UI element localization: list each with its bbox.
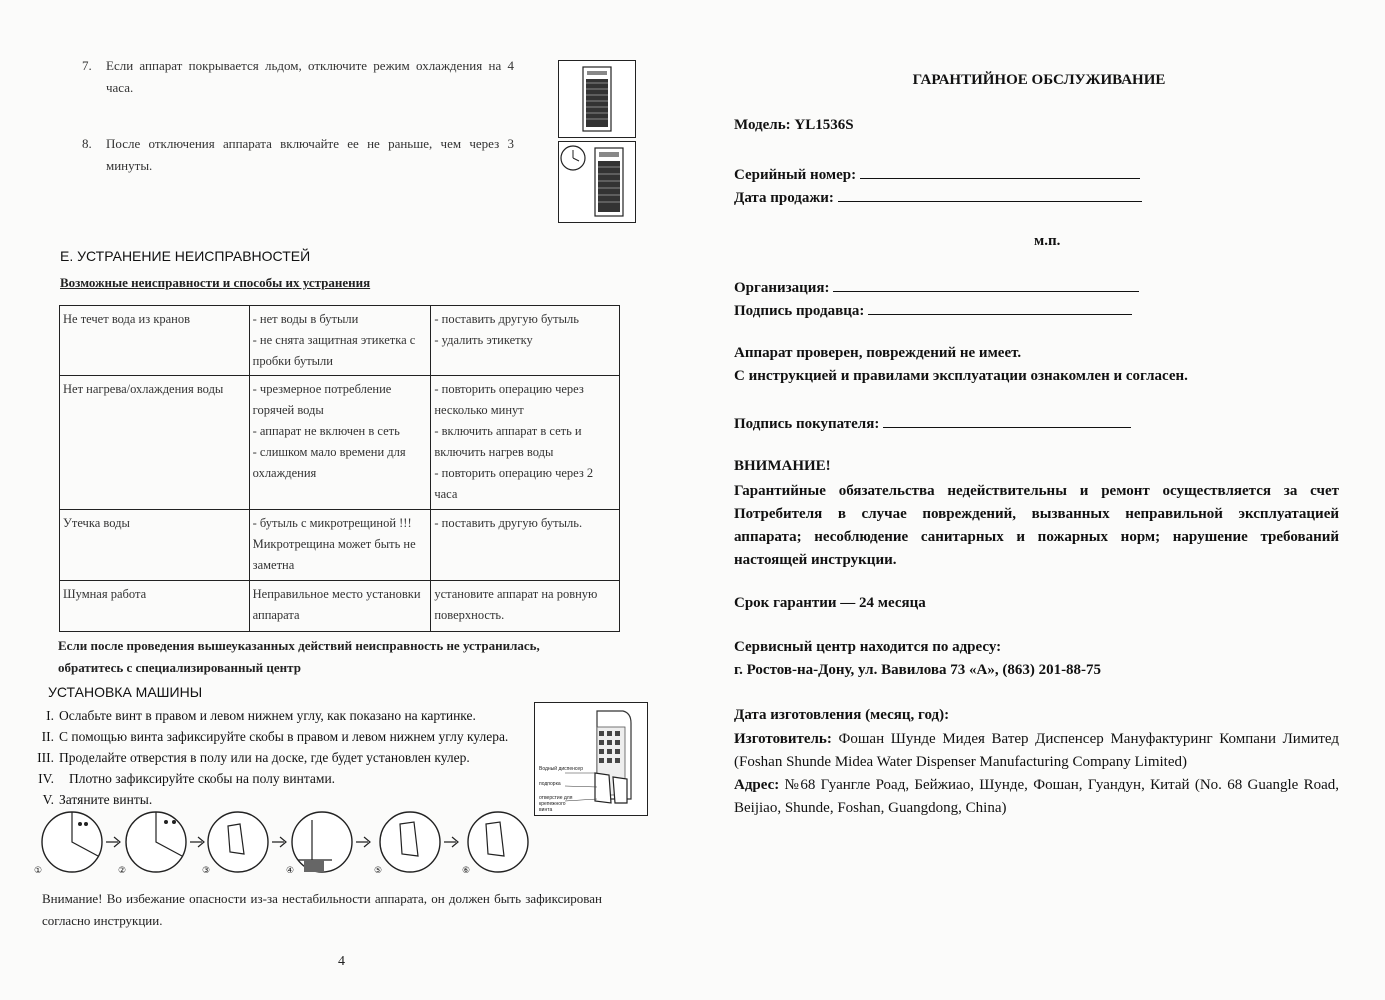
- cause-cell: [249, 376, 431, 510]
- cause-cell: [249, 510, 431, 581]
- install-steps: [0, 705, 540, 810]
- cause-cell: [249, 581, 431, 632]
- fix-cell: [431, 581, 620, 632]
- sale-date-label: Дата продажи:: [734, 190, 834, 206]
- install-step-sequence: [30, 810, 540, 882]
- step-text: Затяните винты.: [59, 792, 153, 807]
- buyer-sign-label: Подпись покупателя:: [734, 416, 880, 432]
- step-number: V.: [42, 792, 54, 807]
- serial-blank: [860, 163, 1140, 179]
- fix-cell: [431, 306, 620, 376]
- manufacturer-label: Изготовитель:: [734, 731, 832, 747]
- seller-sign-label: Подпись продавца:: [734, 303, 865, 319]
- fix-cell: [431, 376, 620, 510]
- install-step: [0, 747, 540, 768]
- sale-date-blank: [838, 186, 1142, 202]
- step-text: Плотно зафиксируйте скобы на полу винтами.: [69, 771, 336, 786]
- step-text: С помощью винта зафиксируйте скобы в правом и левом нижнем углу кулера.: [59, 729, 509, 744]
- seller-sign-field: [734, 299, 1132, 320]
- buyer-sign-blank: [883, 412, 1131, 428]
- install-step: [0, 789, 540, 810]
- step-marker-2: ②: [118, 866, 127, 876]
- service-center-title: Сервисный центр находится по адресу:: [734, 639, 1002, 655]
- cause-line: - чрезмерное потребление горячей воды: [252, 382, 392, 417]
- fix-line: - поставить другую бутыль.: [434, 516, 583, 530]
- install-step: [0, 726, 540, 747]
- cause-line: - нет воды в бутыли: [252, 312, 359, 326]
- manufacture-date-label: Дата изготовления (месяц, год):: [734, 707, 950, 723]
- service-center-address: г. Ростов-на-Дону, ул. Вавилова 73 «А», (863) 201-88-75: [734, 662, 1102, 678]
- item-text: После отключения аппарата включайте ее не раньше, чем через 3 минуты.: [106, 136, 514, 173]
- serial-number-field: [734, 163, 1140, 184]
- fig-label-support: подпорка: [539, 781, 561, 787]
- problem-cell: Утечка воды: [60, 510, 250, 581]
- item-number: 7.: [82, 58, 92, 73]
- page-number: 4: [338, 954, 345, 969]
- item-number: 8.: [82, 136, 92, 151]
- cooler-clock-figure: [558, 141, 636, 223]
- cause-line: Неправильное место установки аппарата: [252, 587, 421, 622]
- address-label: Адрес:: [734, 777, 780, 793]
- step-number: III.: [37, 750, 54, 765]
- fix-line: - поставить другую бутыль: [434, 312, 579, 326]
- after-table-note: Если после проведения вышеуказанных действий неисправность не устранилась, обратитесь с специализированный центр: [58, 638, 540, 675]
- address-block: [734, 774, 1339, 820]
- checked-line-1: Аппарат проверен, повреждений не имеет.: [734, 345, 1022, 361]
- step-marker-5: ⑤: [374, 866, 383, 876]
- install-step: [0, 705, 540, 726]
- organization-label: Организация:: [734, 280, 830, 296]
- fix-line: - удалить этикетку: [434, 333, 533, 347]
- instruction-item-8: [82, 133, 522, 177]
- install-step: [0, 768, 540, 789]
- manufacturer-block: [734, 728, 1339, 774]
- cause-line: - слишком мало времени для охлаждения: [252, 445, 406, 480]
- table-row: [60, 306, 620, 376]
- organization-blank: [833, 276, 1139, 292]
- step-text: Проделайте отверстия в полу или на доске, где будет установлен кулер.: [59, 750, 470, 765]
- fix-line: - включить аппарат в сеть и включить нагрев воды: [434, 424, 582, 459]
- table-row: [60, 510, 620, 581]
- sale-date-field: [734, 186, 1142, 207]
- step-number: II.: [41, 729, 54, 744]
- problem-cell: Шумная работа: [60, 581, 250, 632]
- step-number: I.: [46, 708, 54, 723]
- step-marker-4: ④: [286, 866, 295, 876]
- organization-field: [734, 276, 1139, 297]
- table-row: [60, 581, 620, 632]
- stamp-mark: м.п.: [1034, 233, 1061, 249]
- fix-line: установите аппарат на ровную поверхность.: [434, 587, 598, 622]
- cause-cell: [249, 306, 431, 376]
- troubleshooting-table: [59, 305, 620, 632]
- install-warning: Внимание! Во избежание опасности из-за нестабильности аппарата, он должен быть зафиксирован согласно инструкции.: [42, 891, 602, 928]
- item-text: Если аппарат покрывается льдом, отключите режим охлаждения на 4 часа.: [106, 58, 514, 95]
- step-number: IV.: [38, 771, 54, 786]
- install-figure: [534, 702, 648, 816]
- troubleshooting-subtitle: Возможные неисправности и способы их устранения: [60, 275, 371, 290]
- step-text: Ослабьте винт в правом и левом нижнем углу, как показано на картинке.: [59, 708, 476, 723]
- table-row: [60, 376, 620, 510]
- step-marker-6: ⑥: [462, 866, 471, 876]
- cause-line: - не снята защитная этикетка с пробки бутыли: [252, 333, 416, 368]
- problem-cell: Нет нагрева/охлаждения воды: [60, 376, 250, 510]
- section-e-title: Е. УСТРАНЕНИЕ НЕИСПРАВНОСТЕЙ: [60, 248, 311, 264]
- fix-line: - повторить операцию через 2 часа: [434, 466, 594, 501]
- serial-label: Серийный номер:: [734, 167, 857, 183]
- problem-cell: Не течет вода из кранов: [60, 306, 250, 376]
- install-title: УСТАНОВКА МАШИНЫ: [48, 684, 203, 700]
- fix-cell: [431, 510, 620, 581]
- seller-sign-blank: [868, 299, 1132, 315]
- address-text: №68 Гуангле Роад, Бейжиао, Шунде, Фошан, Гуандун, Китай (No. 68 Guangle Road, Beijiao, Shunde, Foshan, Guangdong, China): [734, 777, 1339, 816]
- buyer-sign-field: [734, 412, 1131, 433]
- step-marker-1: ①: [34, 866, 43, 876]
- model-line: Модель: YL1536S: [734, 117, 854, 133]
- cooler-clock-drawing: [559, 142, 635, 222]
- checked-line-2: С инструкцией и правилами эксплуатации ознакомлен и согласен.: [734, 368, 1188, 384]
- cause-line: - бутыль с микротрещиной !!! Микротрещина может быть не заметна: [252, 516, 416, 572]
- attention-title: ВНИМАНИЕ!: [734, 458, 831, 474]
- step-marker-3: ③: [202, 866, 211, 876]
- fig-label-screw-hole: отверстие для крепежного винта: [539, 795, 573, 813]
- fig-label-dispenser: Водный диспенсер: [539, 766, 583, 772]
- manufacturer-text: Фошан Шунде Мидея Ватер Диспенсер Мануфактуринг Компани Лимитед (Foshan Shunde Midea Water Dispenser Manufacturing Company Limited): [734, 731, 1339, 770]
- warranty-period: Срок гарантии — 24 месяца: [734, 595, 926, 611]
- cause-line: - аппарат не включен в сеть: [252, 424, 400, 438]
- attention-text: Гарантийные обязательства недействительны и ремонт осуществляется за счет Потребителя в случае повреждений, вызванных неправильной эксплуатацией аппарата; несоблюдение санитарных и пожарных норм; нарушение требований настоящей инструкции.: [734, 483, 1339, 568]
- fix-line: - повторить операцию через несколько минут: [434, 382, 584, 417]
- warranty-title: ГАРАНТИЙНОЕ ОБСЛУЖИВАНИЕ: [912, 72, 1166, 88]
